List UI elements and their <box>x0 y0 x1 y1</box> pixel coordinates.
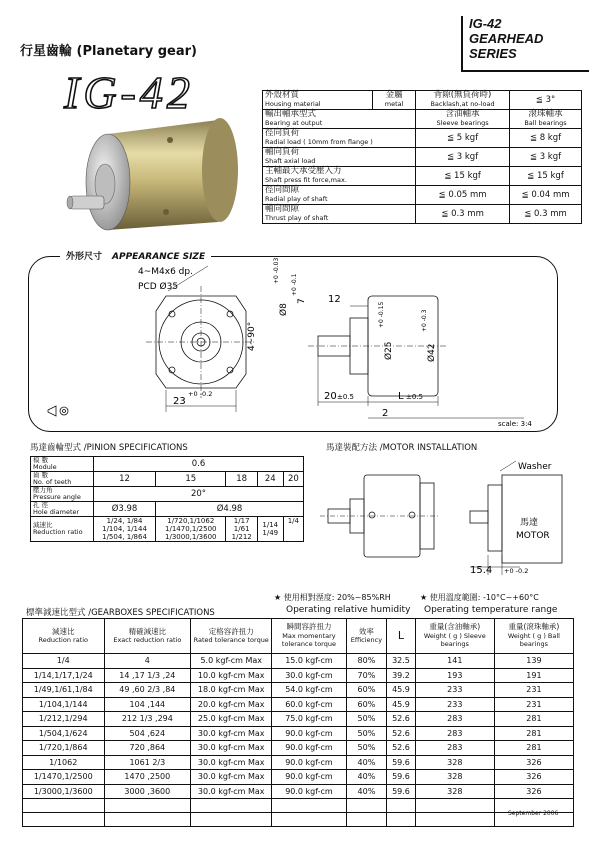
table-cell: 1470 ,2500 <box>104 770 191 785</box>
shaft-dia: Ø8 <box>279 303 289 316</box>
table-cell: 1061 2/3 <box>104 755 191 770</box>
table-row <box>31 502 304 517</box>
ratio-value: 1/17 1/61 1/212 <box>226 517 257 542</box>
ratio-value: 1/720,1/1062 1/1470,1/2500 1/3000,1/3600 <box>156 517 226 542</box>
table-cell <box>346 813 387 827</box>
spec-value: ≦ 0.3 mm <box>510 205 582 224</box>
table-row <box>31 487 304 502</box>
spec-label: 徑向間隙 <box>265 185 300 195</box>
table-cell: 30.0 kgf-cm Max <box>191 755 272 770</box>
row-label-en: Pressure angle <box>33 493 81 501</box>
table-cell: 281 <box>494 726 573 741</box>
spec-table <box>262 90 582 224</box>
table-cell: 720 ,864 <box>104 741 191 756</box>
row-label-en: Hole diameter <box>33 508 80 516</box>
series-line-2: GEARHEAD <box>469 31 544 46</box>
col-header: L <box>387 619 416 654</box>
pinion-table <box>30 456 304 542</box>
col-header: 精確減速比 <box>128 626 167 636</box>
col-header-en: Weight ( g ) Ball bearings <box>507 631 560 649</box>
table-cell: 25.0 kgf-cm Max <box>191 712 272 727</box>
table-row <box>31 457 304 472</box>
motor-dim-tol: +0 -0.2 <box>504 567 529 575</box>
motor-label-en: MOTOR <box>516 531 550 541</box>
table-cell: 45.9 <box>387 683 416 698</box>
row-label: 孔 徑 <box>33 501 49 509</box>
table-row-empty <box>23 799 574 813</box>
table-cell: 20.0 kgf-cm Max <box>191 697 272 712</box>
table-cell: 3000 ,3600 <box>104 784 191 799</box>
table-cell: 231 <box>494 683 573 698</box>
spec-label: 外殼材質 <box>265 90 300 100</box>
table-cell: 59.6 <box>387 784 416 799</box>
table-row <box>23 683 574 698</box>
table-cell: 283 <box>415 741 494 756</box>
spec-label-en: Housing material <box>265 100 321 108</box>
row-label: 壓力角 <box>33 486 53 494</box>
flat-tol: +0 -0.1 <box>291 273 298 296</box>
spec-value: ≦ 15 kgf <box>416 167 510 186</box>
table-cell: 1/504,1/624 <box>23 726 105 741</box>
table-cell: 326 <box>494 784 573 799</box>
table-row <box>263 167 582 186</box>
col-header-en: Rated tolerance torque <box>193 636 269 644</box>
table-cell: 504 ,624 <box>104 726 191 741</box>
ratio-value: 1/14 1/49 <box>257 517 283 542</box>
spec-value-en: metal <box>384 100 404 108</box>
table-cell: 328 <box>415 784 494 799</box>
dim-20: 20 <box>324 391 337 402</box>
table-cell: 52.6 <box>387 712 416 727</box>
scale-label: scale: 3:4 <box>498 420 532 428</box>
pinion-heading: 馬達齒輪型式 /PINION SPECIFICATIONS <box>30 443 188 453</box>
table-cell <box>272 799 346 813</box>
table-cell <box>387 799 416 813</box>
module-value: 0.6 <box>94 457 304 472</box>
table-cell: 30.0 kgf-cm Max <box>191 784 272 799</box>
washer-label: Washer <box>518 462 552 472</box>
motor-installation-drawing <box>320 455 580 585</box>
table-cell: 283 <box>415 726 494 741</box>
col-header-en: Weight ( g ) Sleeve bearings <box>423 631 486 649</box>
table-row <box>31 472 304 487</box>
table-cell: 326 <box>494 770 573 785</box>
table-row <box>23 697 574 712</box>
table-cell: 50% <box>346 726 387 741</box>
teeth-value: 20 <box>283 472 303 487</box>
table-cell: 90.0 kgf-cm <box>272 726 346 741</box>
spec-value: 金屬 <box>385 90 403 100</box>
row-label-en: No. of teeth <box>33 478 72 486</box>
table-cell: 50% <box>346 712 387 727</box>
table-row <box>263 205 582 224</box>
table-row <box>23 755 574 770</box>
motor-label-jp: 馬達 <box>520 518 539 528</box>
table-cell: 14 ,17 1/3 ,24 <box>104 668 191 683</box>
table-cell: 32.5 <box>387 654 416 669</box>
table-cell: 59.6 <box>387 755 416 770</box>
col-header: 瞬間容許扭力 <box>286 622 332 632</box>
dim-23: 23 <box>173 396 186 407</box>
table-cell <box>415 799 494 813</box>
spec-value: 滾珠軸承 <box>528 109 563 119</box>
table-row <box>263 129 582 148</box>
col-header: 效率 <box>358 626 374 636</box>
spec-value: ≦ 5 kgf <box>416 129 510 148</box>
table-cell: 60% <box>346 697 387 712</box>
table-row <box>263 186 582 205</box>
table-cell <box>23 813 105 827</box>
table-cell: 40% <box>346 784 387 799</box>
table-cell: 10.0 kgf-cm Max <box>191 668 272 683</box>
spec-label: 背隙(無負荷時) <box>433 90 492 100</box>
table-cell: 281 <box>494 741 573 756</box>
table-cell: 49 ,60 2/3 ,84 <box>104 683 191 698</box>
series-label <box>461 16 589 72</box>
table-cell: 60.0 kgf-cm <box>272 697 346 712</box>
table-cell: 233 <box>415 697 494 712</box>
spec-label: 主軸最大承受壓入力 <box>265 166 342 176</box>
spec-label-en: Shaft axial load <box>265 157 316 165</box>
spec-value: ≦ 3 kgf <box>510 148 582 167</box>
table-cell: 90.0 kgf-cm <box>272 741 346 756</box>
row-label: 齒 數 <box>33 471 49 479</box>
table-cell: 75.0 kgf-cm <box>272 712 346 727</box>
table-cell: 90.0 kgf-cm <box>272 784 346 799</box>
table-row <box>23 726 574 741</box>
appearance-drawing <box>28 256 556 430</box>
table-cell: 1/212,1/294 <box>23 712 105 727</box>
spec-value: 含油軸承 <box>445 109 480 119</box>
boss-dia: Ø25 <box>384 341 394 360</box>
table-row <box>263 148 582 167</box>
spec-label: 輸出軸承型式 <box>265 109 317 119</box>
projection-symbol <box>48 406 68 416</box>
spec-value: ≦ 0.3 mm <box>416 205 510 224</box>
table-cell: 52.6 <box>387 726 416 741</box>
row-label: 模 數 <box>33 456 49 464</box>
dim-L-tol: ±0.5 <box>406 393 423 401</box>
teeth-value: 12 <box>94 472 156 487</box>
hole-value: Ø4.98 <box>156 502 304 517</box>
table-cell: 1/720,1/864 <box>23 741 105 756</box>
body-tol: +0 -0.3 <box>421 309 428 332</box>
spec-label-en: Thrust play of shaft <box>265 214 329 222</box>
table-cell: 52.6 <box>387 741 416 756</box>
table-row-empty <box>23 813 574 827</box>
table-cell <box>191 813 272 827</box>
col-header-en: Efficiency <box>350 636 383 644</box>
col-header-en: Max momentary tolerance torque <box>281 631 336 649</box>
col-header-en: Exact reduction ratio <box>113 636 182 644</box>
spec-label: 徑向負荷 <box>265 128 300 138</box>
table-cell: 4 <box>104 654 191 669</box>
table-cell: 1/49,1/61,1/84 <box>23 683 105 698</box>
spec-value: ≦ 15 kgf <box>510 167 582 186</box>
temp-condition-en: Operating temperature range <box>424 605 558 615</box>
table-cell: 54.0 kgf-cm <box>272 683 346 698</box>
table-cell: 1/1470,1/2500 <box>23 770 105 785</box>
dim-23-tol: +0 -0.2 <box>188 390 213 398</box>
table-cell: 40% <box>346 770 387 785</box>
table-row <box>23 668 574 683</box>
table-cell: 40% <box>346 755 387 770</box>
flat-dim: 7 <box>297 298 307 304</box>
table-cell: 283 <box>415 712 494 727</box>
spec-value-en: Sleeve bearings <box>436 119 489 127</box>
table-row <box>23 654 574 669</box>
table-header-row <box>23 619 574 654</box>
spec-value: ≦ 3 kgf <box>416 148 510 167</box>
table-cell: 281 <box>494 712 573 727</box>
table-cell <box>191 799 272 813</box>
temp-condition-jp: ★ 使用溫度範圍: -10°C~+60°C <box>420 593 539 602</box>
dim-L: L <box>398 391 404 402</box>
col-header: 重量(滾珠軸承) <box>508 622 560 632</box>
table-cell: 30.0 kgf-cm <box>272 668 346 683</box>
table-cell: 30.0 kgf-cm Max <box>191 770 272 785</box>
humidity-condition-en: Operating relative humidity <box>286 605 411 615</box>
spec-value: ≦ 0.04 mm <box>510 186 582 205</box>
row-label: 減速比 <box>33 521 53 529</box>
gearbox-heading: 標準減速比型式 /GEARBOXES SPECIFICATIONS <box>26 608 215 618</box>
spec-label-en: Shaft press fit force,max. <box>265 176 347 184</box>
spec-label: 軸向負荷 <box>265 147 300 157</box>
spec-value: ≦ 8 kgf <box>510 129 582 148</box>
col-header: 重量(含油軸承) <box>429 622 481 632</box>
table-cell: 328 <box>415 755 494 770</box>
angle-label: 4~90° <box>247 321 257 351</box>
table-row <box>263 91 582 110</box>
table-cell: 70% <box>346 668 387 683</box>
table-cell: 1/14,1/17,1/24 <box>23 668 105 683</box>
dim-12: 12 <box>328 294 341 305</box>
table-cell: 1/104,1/144 <box>23 697 105 712</box>
shaft-dia-tol: +0 -0.03 <box>273 257 280 284</box>
teeth-value: 24 <box>257 472 283 487</box>
teeth-value: 15 <box>156 472 226 487</box>
table-cell: 139 <box>494 654 573 669</box>
pcd-label: PCD Ø35 <box>138 282 179 292</box>
col-header: 定格容許扭力 <box>208 626 254 636</box>
table-cell: 30.0 kgf-cm Max <box>191 741 272 756</box>
dim-20-tol: ±0.5 <box>337 393 354 401</box>
table-cell: 60% <box>346 683 387 698</box>
table-cell: 59.6 <box>387 770 416 785</box>
spec-value: ≦ 3° <box>510 91 582 110</box>
gearhead-photo <box>48 112 258 242</box>
table-cell: 50% <box>346 741 387 756</box>
dim-2: 2 <box>382 408 389 419</box>
table-cell: 233 <box>415 683 494 698</box>
row-label-en: Reduction ratio <box>33 528 83 536</box>
humidity-condition-jp: ★ 使用相對溼度: 20%~85%RH <box>274 593 391 602</box>
table-row <box>23 784 574 799</box>
body-dia: Ø42 <box>427 343 437 362</box>
model-name: IG-42 <box>64 67 194 118</box>
table-cell: 90.0 kgf-cm <box>272 755 346 770</box>
table-cell: 45.9 <box>387 697 416 712</box>
row-label-en: Module <box>33 463 57 471</box>
table-row <box>23 741 574 756</box>
table-cell: 30.0 kgf-cm Max <box>191 726 272 741</box>
table-cell <box>23 799 105 813</box>
table-row <box>31 517 304 542</box>
table-cell <box>415 813 494 827</box>
spec-label-en: Radial load ( 10mm from flange ) <box>265 138 373 146</box>
table-cell: 1/1062 <box>23 755 105 770</box>
ratio-value: 1/4 <box>283 517 303 542</box>
col-header-en: Reduction ratio <box>38 636 89 644</box>
spec-value-en: Ball bearings <box>524 119 567 127</box>
table-cell: 1/3000,1/3600 <box>23 784 105 799</box>
footer-date: September 2006 <box>508 810 559 817</box>
boss-tol: +0 -0.15 <box>378 301 385 328</box>
page-title: 行星齒輪 (Planetary gear) <box>20 44 197 59</box>
spec-value: ≦ 0.05 mm <box>416 186 510 205</box>
hole-value: Ø3.98 <box>94 502 156 517</box>
table-cell: 18.0 kgf-cm Max <box>191 683 272 698</box>
table-row <box>23 770 574 785</box>
table-cell: 326 <box>494 755 573 770</box>
table-cell: 90.0 kgf-cm <box>272 770 346 785</box>
ratio-value: 1/24, 1/84 1/104, 1/144 1/504, 1/864 <box>94 517 156 542</box>
spec-label-en: Radial play of shaft <box>265 195 328 203</box>
table-cell: 104 ,144 <box>104 697 191 712</box>
table-cell: 328 <box>415 770 494 785</box>
table-cell: 39.2 <box>387 668 416 683</box>
table-cell <box>387 813 416 827</box>
table-cell: 141 <box>415 654 494 669</box>
table-cell: 212 1/3 ,294 <box>104 712 191 727</box>
table-cell <box>104 799 191 813</box>
table-cell <box>346 799 387 813</box>
spec-label-en: Backlash,at no-load <box>430 100 495 108</box>
teeth-value: 18 <box>226 472 257 487</box>
spec-label: 軸向間隙 <box>265 204 300 214</box>
table-cell: 1/4 <box>23 654 105 669</box>
spec-label-en: Bearing at output <box>265 119 323 127</box>
appearance-title-jp: 外形尺寸 <box>66 252 103 262</box>
gearbox-side <box>320 475 440 557</box>
col-header: 減速比 <box>52 626 75 636</box>
series-line-1: IG-42 <box>469 16 502 31</box>
table-cell: 231 <box>494 697 573 712</box>
screw-label: 4~M4x6 dp. <box>138 267 193 277</box>
table-row <box>23 712 574 727</box>
table-cell <box>104 813 191 827</box>
gearbox-table <box>22 618 574 827</box>
table-cell: 80% <box>346 654 387 669</box>
table-cell: 193 <box>415 668 494 683</box>
motor-side <box>470 461 562 575</box>
motor-dim: 15.4 <box>470 565 493 576</box>
table-cell: 191 <box>494 668 573 683</box>
motor-heading: 馬達裝配方法 /MOTOR INSTALLATION <box>326 443 478 453</box>
table-row <box>263 110 582 129</box>
appearance-title-en: APPEARANCE SIZE <box>112 252 206 262</box>
table-cell: 5.0 kgf-cm Max <box>191 654 272 669</box>
pressure-value: 20° <box>94 487 304 502</box>
table-cell <box>272 813 346 827</box>
series-line-3: SERIES <box>469 46 517 61</box>
table-cell: 15.0 kgf-cm <box>272 654 346 669</box>
